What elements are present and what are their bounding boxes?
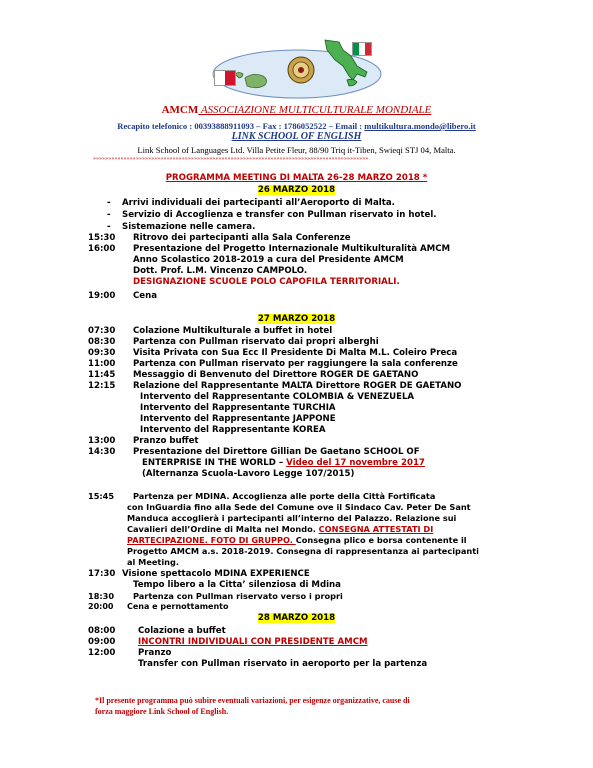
event-text: Pranzo buffet (133, 436, 199, 446)
event-text: Partenza per MDINA. Accoglienza alle porte della Città Fortificata (133, 491, 436, 501)
event-time: 09:30 (88, 348, 116, 358)
association-name: ASSOCIAZIONE MULTICULTURALE MONDIALE (198, 104, 432, 116)
event-time: 13:00 (88, 436, 116, 446)
footnote-line-1: *Il presente programma può subire eventuali variazioni, per esigenze organizzative, cause di (95, 696, 410, 705)
event-time: 17:30 (88, 569, 116, 579)
bullet-dash: - (107, 222, 111, 232)
bullet-dash: - (107, 198, 111, 208)
italy-flag (352, 42, 372, 56)
bullet-text: Servizio di Accoglienza e transfer con Pullman riservato in hotel. (122, 210, 437, 220)
bullet-text: Sistemazione nelle camera. (122, 222, 256, 232)
malta-flag (214, 70, 236, 86)
event-time: 08:30 (88, 337, 116, 347)
day3-date (0, 613, 593, 623)
day2-date-text: 27 MARZO 2018 (257, 314, 336, 324)
event-text: Partenza con Pullman riservato dai propri alberghi (133, 337, 379, 347)
event-time: 09:00 (88, 637, 116, 647)
event-time: 18:30 (88, 591, 115, 601)
school-name (0, 131, 593, 142)
event-time: 11:45 (88, 370, 116, 380)
day1-date (0, 185, 593, 195)
designation-text: DESIGNAZIONE SCUOLE POLO CAPOFILA TERRITORIALI. (133, 277, 400, 287)
event-time: 15:45 (88, 491, 115, 501)
event-time: 16:00 (88, 244, 116, 254)
brand-name: AMCM (161, 104, 199, 116)
event-text: Ritrovo dei partecipanti alla Sala Conferenze (133, 233, 351, 243)
event-text: Visione spettacolo MDINA EXPERIENCE (122, 569, 310, 579)
event-text: Presentazione del Direttore Gillian De Gaetano SCHOOL OF (133, 447, 420, 457)
school-address: Link School of Languages Ltd. Villa Petite Fleur, 88/90 Triq it-Tiben, Swieqi STJ 04, Malta. (137, 145, 456, 155)
event-time: 08:00 (88, 626, 116, 636)
day3-date-text: 28 MARZO 2018 (257, 613, 336, 623)
event-time: 19:00 (88, 291, 116, 301)
event-time: 11:00 (88, 359, 116, 369)
bullet-dash: - (107, 210, 111, 220)
header-divider: »»»»»»»»»»»»»»»»»»»»»»»»»»»»»»»»»»»»»»»»»»»»»»»»»»»»»»»»»»»»»»»»»»»»»»»»»»»»»»»»»»»»»»»»»» (93, 156, 369, 162)
contact-line (0, 121, 593, 131)
event-text: Colazione Multikulturale a buffet in hotel (133, 326, 333, 336)
event-text: Manduca accoglierà i partecipanti all’interno del Palazzo. Relazione sui (127, 513, 457, 523)
event-text: Cena (133, 291, 158, 301)
event-text: (Alternanza Scuola-Lavoro Legge 107/2015) (142, 469, 355, 479)
programme-title: PROGRAMMA MEETING DI MALTA 26-28 MARZO 2018 * (165, 173, 428, 183)
event-text: Pranzo (138, 648, 172, 658)
event-text: Colazione a buffet (138, 626, 226, 636)
event-text: Intervento del Rappresentante KOREA (140, 425, 326, 435)
event-text: ENTERPRISE IN THE WORLD – (142, 458, 287, 468)
event-text: Cavalieri dell’Ordine di Malta nel Mondo. (127, 524, 319, 534)
event-time: 14:30 (88, 447, 116, 457)
event-text: Intervento del Rappresentante JAPPONE (140, 414, 336, 424)
event-time: 07:30 (88, 326, 116, 336)
event-text: Partenza con Pullman riservato verso i propri (133, 591, 343, 601)
event-text: Cena e pernottamento (127, 602, 229, 611)
video-link[interactable]: Video del 17 novembre 2017 (286, 458, 425, 468)
event-text: Transfer con Pullman riservato in aeroporto per la partenza (138, 659, 428, 669)
email-link[interactable]: multikultura.mondo@libero.it (364, 121, 476, 131)
event-text: Messaggio di Benvenuto del Direttore ROGER DE GAETANO (133, 370, 419, 380)
school-name-text: LINK SCHOOL OF ENGLISH (231, 131, 362, 142)
day2-date (0, 314, 593, 324)
event-text: Tempo libero a la Citta’ silenziosa di Mdina (133, 580, 341, 590)
event-text: Relazione del Rappresentante MALTA Direttore ROGER DE GAETANO (133, 381, 462, 391)
certificate-text: CONSEGNA ATTESTATI DI (318, 524, 434, 534)
event-time: 12:15 (88, 381, 116, 391)
contact-text: Recapito telefonico : 00393888911093 – Fax : 1786052522 – Email : (117, 121, 365, 131)
event-text: al Meeting. (127, 557, 179, 567)
group-photo-text: PARTECIPAZIONE. FOTO DI GRUPPO. (127, 535, 296, 545)
event-time: 15:30 (88, 233, 116, 243)
event-text: Consegna plico e borsa contenente il (295, 535, 467, 545)
event-text: Intervento del Rappresentante COLOMBIA & VENEZUELA (140, 392, 415, 402)
footnote-line-2: forza maggiore Link School of English. (95, 707, 229, 716)
event-text: Progetto AMCM a.s. 2018-2019. Consegna di rappresentanza ai partecipanti (127, 546, 479, 556)
event-text: Intervento del Rappresentante TURCHIA (140, 403, 336, 413)
day1-date-text: 26 MARZO 2018 (257, 185, 336, 195)
bullet-text: Arrivi individuali dei partecipanti all’Aeroporto di Malta. (122, 198, 395, 208)
event-text: Presentazione del Progetto Internazionale Multikulturalità AMCM (133, 244, 451, 254)
event-text: Dott. Prof. L.M. Vincenzo CAMPOLO. (133, 266, 308, 276)
event-text: INCONTRI INDIVIDUALI CON PRESIDENTE AMCM (138, 637, 368, 647)
association-title (0, 104, 593, 116)
event-text: con InGuardia fino alla Sede del Comune ove il Sindaco Cav. Peter De Sant (127, 502, 471, 512)
event-text: Anno Scolastico 2018-2019 a cura del Presidente AMCM (133, 255, 404, 265)
event-time: 20:00 (88, 602, 114, 611)
event-time: 12:00 (88, 648, 116, 658)
event-text: Visita Privata con Sua Ecc Il Presidente Di Malta M.L. Coleiro Preca (133, 348, 458, 358)
event-text: Partenza con Pullman riservato per raggiungere la sala conferenze (133, 359, 458, 369)
